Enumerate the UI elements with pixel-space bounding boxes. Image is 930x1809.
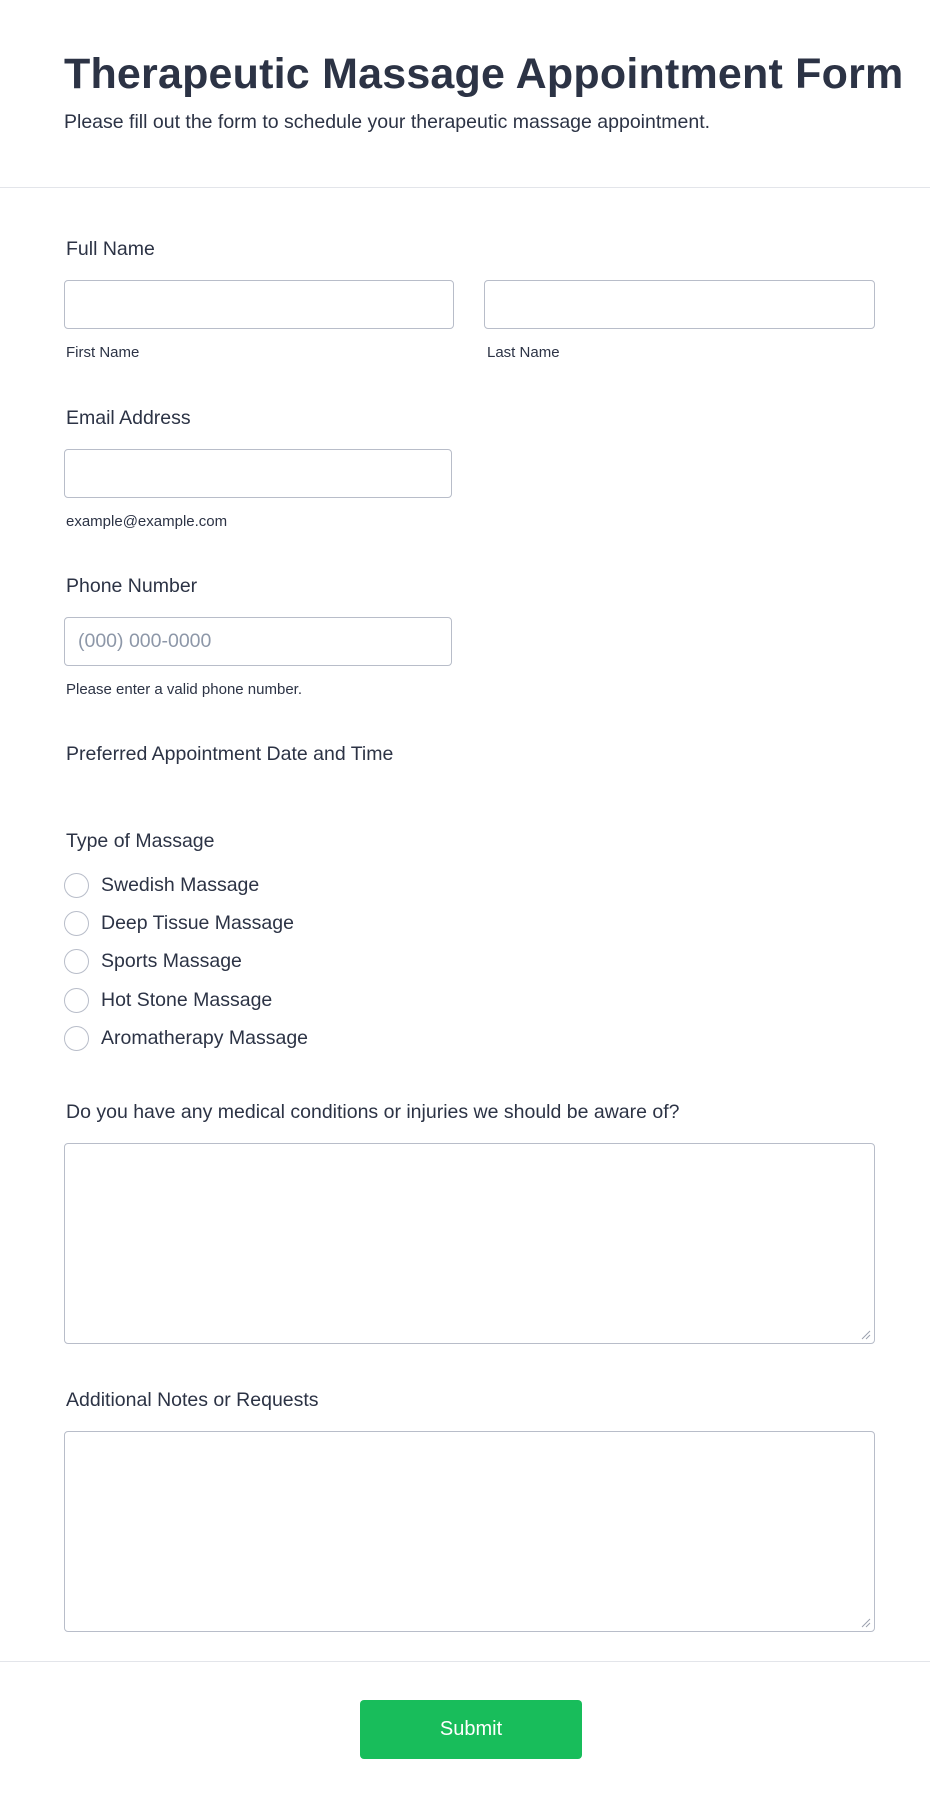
submit-button[interactable]: Submit: [360, 1700, 582, 1759]
radio-option-label: Deep Tissue Massage: [101, 911, 294, 934]
additional-notes-textarea[interactable]: [64, 1431, 875, 1632]
radio-option-sports[interactable]: [64, 948, 242, 974]
phone-sublabel: Please enter a valid phone number.: [66, 681, 302, 698]
radio-option-label: Aromatherapy Massage: [101, 1026, 309, 1049]
email-input[interactable]: [64, 449, 452, 498]
last-name-input[interactable]: [484, 280, 875, 329]
radio-option-aromatherapy[interactable]: [64, 1025, 308, 1051]
radio-circle[interactable]: [64, 949, 89, 974]
first-name-input[interactable]: [64, 280, 454, 329]
radio-option-label: Sports Massage: [101, 949, 242, 972]
last-name-sublabel: Last Name: [487, 344, 560, 361]
email-sublabel: example@example.com: [66, 513, 228, 530]
appointment-label: Preferred Appointment Date and Time: [66, 743, 394, 765]
additional-notes-label: Additional Notes or Requests: [66, 1389, 319, 1411]
massage-type-label: Type of Massage: [66, 830, 215, 852]
form-header: [0, 0, 930, 188]
medical-conditions-textarea[interactable]: [64, 1143, 875, 1344]
radio-circle[interactable]: [64, 988, 89, 1013]
form-title: Therapeutic Massage Appointment Form: [64, 50, 904, 98]
radio-option-hot-stone[interactable]: [64, 987, 272, 1013]
radio-circle[interactable]: [64, 911, 89, 936]
phone-input[interactable]: [64, 617, 452, 666]
resize-handle-icon[interactable]: [861, 1330, 871, 1340]
phone-label: Phone Number: [66, 575, 198, 597]
full-name-label: Full Name: [66, 238, 155, 260]
resize-handle-icon[interactable]: [861, 1618, 871, 1628]
footer-divider: [0, 1661, 930, 1662]
radio-option-label: Hot Stone Massage: [101, 988, 273, 1011]
radio-option-label: Swedish Massage: [101, 873, 260, 896]
radio-option-deep-tissue[interactable]: [64, 910, 294, 936]
email-label: Email Address: [66, 407, 191, 429]
radio-option-swedish[interactable]: [64, 872, 259, 898]
radio-circle[interactable]: [64, 1026, 89, 1051]
medical-conditions-label: Do you have any medical conditions or injuries we should be aware of?: [66, 1101, 680, 1123]
radio-circle[interactable]: [64, 873, 89, 898]
form-subtitle: Please fill out the form to schedule your therapeutic massage appointment.: [64, 111, 711, 133]
first-name-sublabel: First Name: [66, 344, 140, 361]
